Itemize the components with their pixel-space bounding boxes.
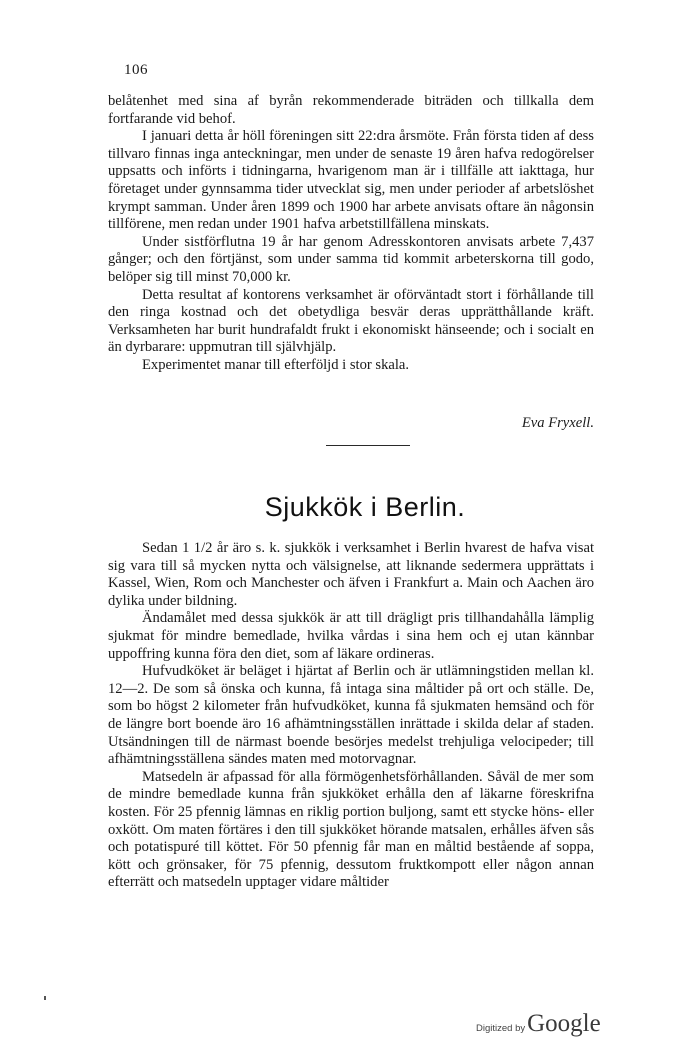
paragraph: Ändamålet med dessa sjukkök är att till drägligt pris tillhandahålla lämplig sjukmat för mindre bemedlade, hvilka vårdas i sina hem och ej utan kännbar uppoffring kunna föra den diet, som af läkare ordineras. xyxy=(108,610,594,662)
paragraph: Detta resultat af kontorens verksamhet är oförväntadt stort i förhållande till den ringa kostnad och det obetydliga besvär deras upprätthållande kräft. Verksamheten har burit hundrafaldt frukt i ekonomiskt hänseende; och i socialt en än dyrbarare: uppmutran till självhjälp. xyxy=(108,286,594,356)
paragraph: Sedan 1 1/2 år äro s. k. sjukkök i verksamhet i Berlin hvarest de hafva visat sig vara till så mycken nytta och välsignelse, att liknande sedermera upprättats i Kassel, Wien, Rom och Manchester och äfven i Frankfurt a. Main och Aachen äro dylika under bildning. xyxy=(108,540,594,609)
author-signature: Eva Fryxell. xyxy=(521,415,594,431)
page-number: 106 xyxy=(124,62,148,78)
previous-article-text xyxy=(108,93,594,375)
paragraph: Hufvudköket är beläget i hjärtat af Berlin och är utlämningstiden mellan kl. 12—2. De som så önska och kunna, få intaga sina måltider på ort och ställe. De, som bo högst 2 kilometer från hufvudköket, kunna få sjukmaten hemsänd och för de längre bort boende äro 16 afhämtningsställen inrättade i skilda delar af staden. Utsändningen till de närmast boende besörjes medelst trehjuliga velocipeder; till afhämtningsställena sändes maten med motorvagnar. xyxy=(108,663,594,768)
google-logo: Google xyxy=(527,1010,601,1037)
article-body xyxy=(108,540,594,892)
section-divider xyxy=(326,445,410,446)
paragraph: belåtenhet med sina af byrån rekommenderade biträden och tillkalla dem fortfarande vid behof. xyxy=(108,93,594,127)
digitization-footer xyxy=(476,1010,601,1038)
paragraph: I januari detta år höll föreningen sitt 22:dra årsmöte. Från första tiden af dess tillvaro finnas inga anteckningar, men under de senaste 19 åren hafva redogörelser uppsatts och införts i tidningarna, hvarigenom man är i tillfälle att iakttaga, hur företaget under gynnsamma tider utvecklat sig, men under perioder af arbetslöshet krympt samman. Under åren 1899 och 1900 har arbete anvisats oftare än någonsin tillförene, men redan under 1901 hafva arbetstillfällena minskats. xyxy=(108,128,594,233)
paragraph: Matsedeln är afpassad för alla förmögenhetsförhållanden. Såväl de mer som de mindre bemedlade kunna från sjukköket erhålla den af läkarne föreskrifna kosten. För 25 pfennig lämnas en riklig portion buljong, samt ett stycke höns- eller oxkött. Om maten förtäres i den till sjukköket hörande matsalen, erhålles äfven sås och potatispuré till köttet. För 50 pfennig får man en måltid bestående af soppa, kött och grönsaker, för 75 pfennig, dessutom fruktkompott eller någon annan efterrätt och matsedeln upptager vidare måltider xyxy=(108,768,594,891)
article-title: Sjukkök i Berlin. xyxy=(264,492,466,522)
scan-artifact xyxy=(44,996,46,1000)
paragraph: Under sistförflutna 19 år har genom Adresskontoren anvisats arbete 7,437 gånger; och den förtjänst, som under samma tid kommit arbeterskorna till godo, belöper sig till minst 70,000 kr. xyxy=(108,233,594,285)
digitized-label: Digitized by xyxy=(476,1023,526,1034)
paragraph: Experimentet manar till efterföljd i stor skala. xyxy=(142,356,410,373)
